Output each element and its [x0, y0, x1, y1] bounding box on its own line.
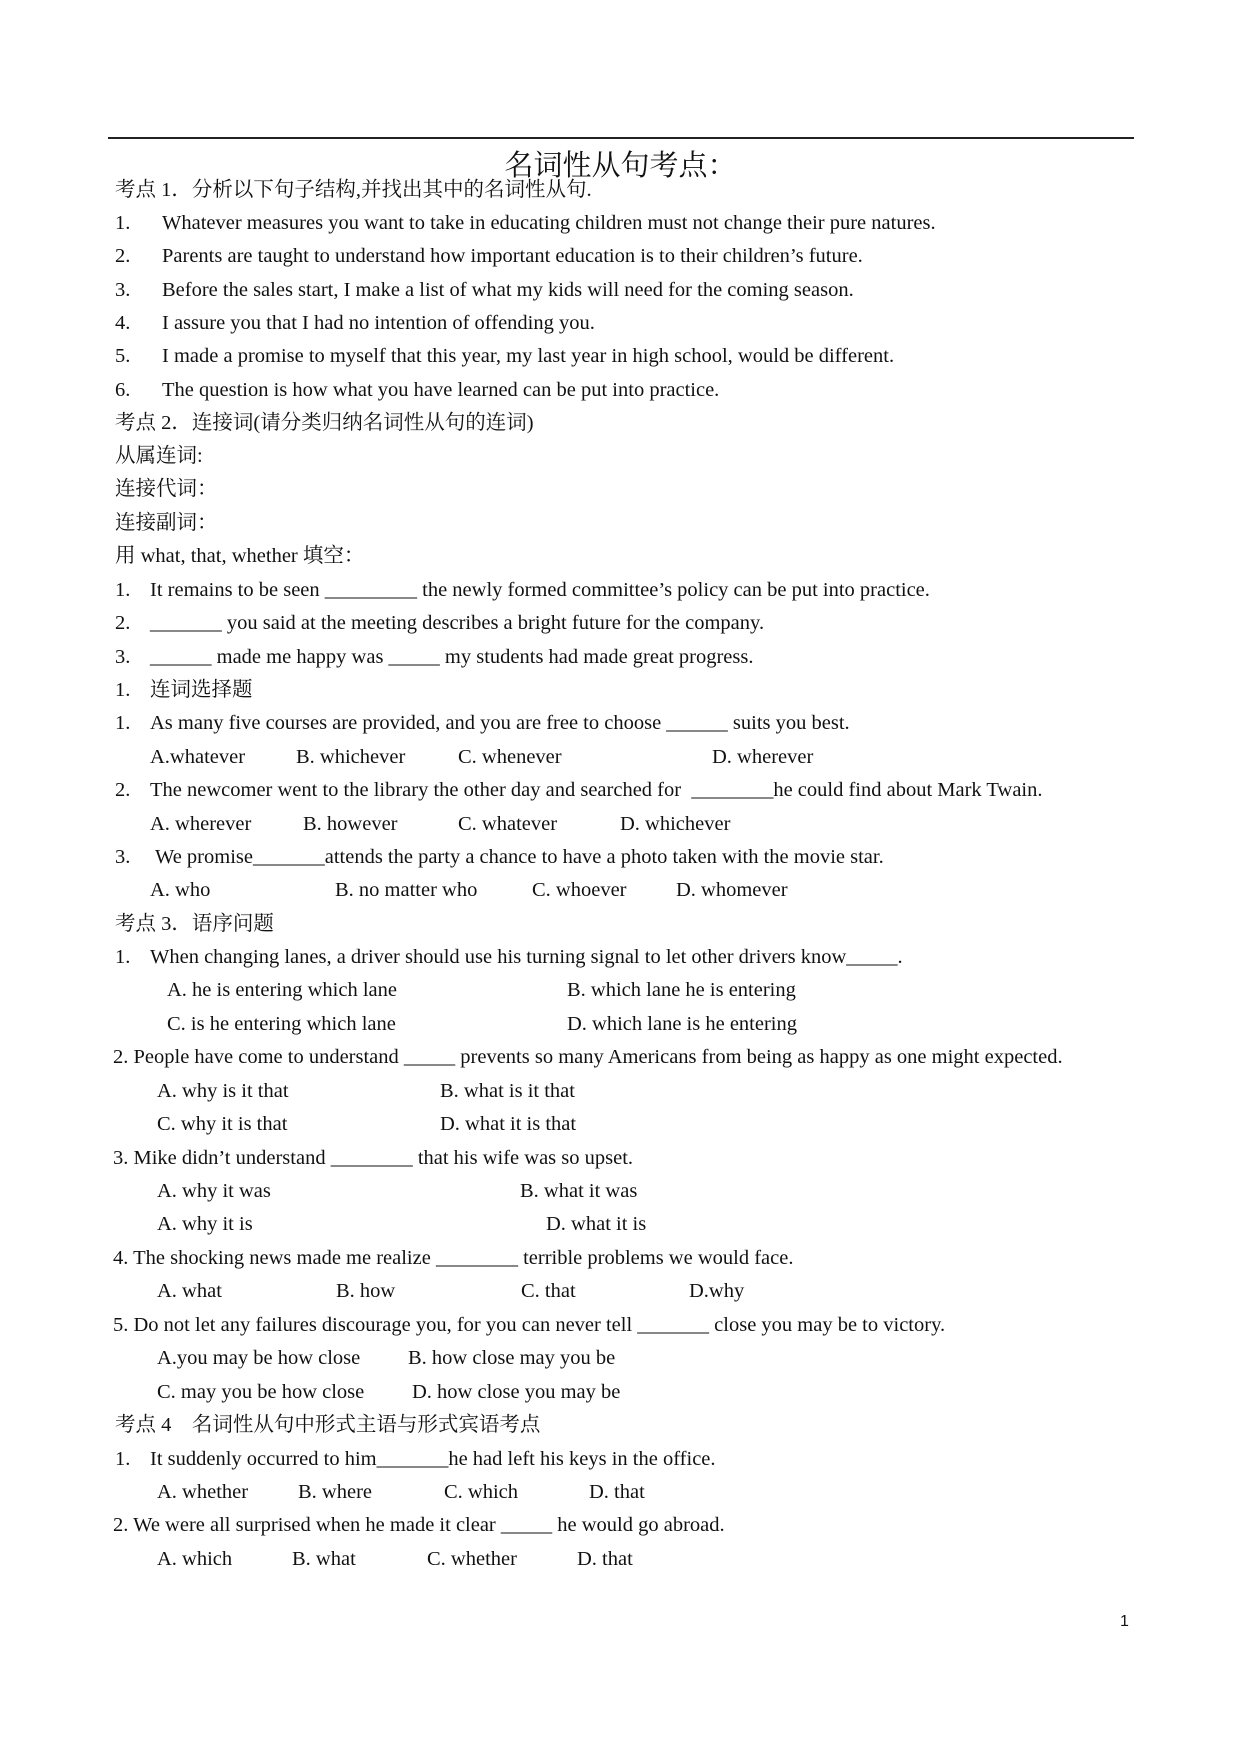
text-line: 用 what, that, whether 填空： [115, 545, 365, 567]
text-line: We promise_______attends the party a chance to have a photo taken with the movie star. [155, 846, 884, 868]
text-line: A. why it is [157, 1213, 253, 1235]
text-line: The newcomer went to the library the other day and searched for ________he could find about Mark Twain. [150, 779, 1043, 801]
text-line: D. wherever [712, 746, 814, 768]
text-line: 3. [115, 646, 131, 668]
text-line: ______ made me happy was _____ my students had made great progress. [150, 646, 754, 668]
text-line: 连接副词： [115, 512, 218, 534]
text-line: A. wherever [150, 813, 252, 835]
text-line: 6. [115, 379, 131, 401]
text-line: 考点 3．语序问题 [115, 913, 274, 935]
text-line: C. which [444, 1481, 519, 1503]
text-line: 连接代词： [115, 478, 218, 500]
text-line: 1. [115, 712, 131, 734]
text-line: B. no matter who [335, 879, 478, 901]
text-line: A.you may be how close [157, 1347, 361, 1369]
text-line: A. which [157, 1548, 233, 1570]
text-line: A. why is it that [157, 1080, 289, 1102]
text-line: 2. [115, 779, 131, 801]
text-line: C. whoever [532, 879, 627, 901]
text-line: D. that [589, 1481, 645, 1503]
text-line: B. what it was [520, 1180, 638, 1202]
text-line: C. that [521, 1280, 576, 1302]
text-line: As many five courses are provided, and you are free to choose ______ suits you best. [150, 712, 850, 734]
text-line: A. why it was [157, 1180, 271, 1202]
text-line: C. is he entering which lane [167, 1013, 396, 1035]
text-line: A. what [157, 1280, 222, 1302]
text-line: D.why [689, 1280, 745, 1302]
text-line: B. how [336, 1280, 396, 1302]
text-line: B. which lane he is entering [567, 979, 796, 1001]
text-line: 2. [115, 612, 131, 634]
text-line: B. what is it that [440, 1080, 575, 1102]
text-line: 5. Do not let any failures discourage you, for you can never tell _______ close you may be to victory. [113, 1314, 946, 1336]
text-line: D. how close you may be [412, 1381, 621, 1403]
text-line: B. where [298, 1481, 373, 1503]
text-line: C. whenever [458, 746, 562, 768]
text-line: 1. [115, 946, 131, 968]
text-line: 2. People have come to understand _____ prevents so many Americans from being as happy as one might expected. [113, 1046, 1063, 1068]
page-number: 1 [1120, 1613, 1129, 1630]
text-line: A. he is entering which lane [167, 979, 397, 1001]
text-line: 考点 4 名词性从句中形式主语与形式宾语考点 [115, 1414, 541, 1436]
text-line: 考点 1．分析以下句子结构,并找出其中的名词性从句. [115, 179, 592, 201]
top-rule [108, 137, 1134, 139]
text-line: Whatever measures you want to take in educating children must not change their pure natures. [162, 212, 936, 234]
text-line: I made a promise to myself that this year, my last year in high school, would be different. [162, 345, 895, 367]
text-line: When changing lanes, a driver should use his turning signal to let other drivers know_____. [150, 946, 903, 968]
text-line: 1. [115, 1448, 131, 1470]
text-line: D. which lane is he entering [567, 1013, 797, 1035]
text-line: 3. [115, 846, 131, 868]
text-line: I assure you that I had no intention of offending you. [162, 312, 595, 334]
text-line: 5. [115, 345, 131, 367]
text-line: 1. [115, 679, 131, 701]
page-title: 名词性从句考点： [504, 150, 737, 182]
text-line: B. what [292, 1548, 356, 1570]
text-line: A. who [150, 879, 211, 901]
text-line: C. whatever [458, 813, 558, 835]
text-line: Before the sales start, I make a list of what my kids will need for the coming season. [162, 279, 854, 301]
text-line: 4. [115, 312, 131, 334]
text-line: _______ you said at the meeting describes a bright future for the company. [150, 612, 765, 634]
text-line: B. whichever [296, 746, 406, 768]
text-line: Parents are taught to understand how important education is to their children’s future. [162, 245, 863, 267]
text-line: B. however [303, 813, 398, 835]
text-line: 1. [115, 579, 131, 601]
text-line: D. what it is [546, 1213, 647, 1235]
text-line: B. how close may you be [408, 1347, 616, 1369]
text-line: 4. The shocking news made me realize ________ terrible problems we would face. [113, 1247, 794, 1269]
text-line: 2. We were all surprised when he made it clear _____ he would go abroad. [113, 1514, 725, 1536]
text-line: A. whether [157, 1481, 249, 1503]
text-line: The question is how what you have learned can be put into practice. [162, 379, 720, 401]
text-line: 3. Mike didn’t understand ________ that his wife was so upset. [113, 1147, 634, 1169]
text-line: It suddenly occurred to him_______he had left his keys in the office. [150, 1448, 716, 1470]
text-line: 从属连词: [115, 445, 203, 467]
text-line: D. whichever [620, 813, 731, 835]
text-line: A.whatever [150, 746, 246, 768]
text-line: C. may you be how close [157, 1381, 365, 1403]
text-line: 连词选择题 [150, 679, 253, 701]
text-line: D. that [577, 1548, 633, 1570]
text-line: 3. [115, 279, 131, 301]
text-line: C. whether [427, 1548, 517, 1570]
text-line: 考点 2．连接词(请分类归纳名词性从句的连词) [115, 412, 534, 434]
text-line: 1. [115, 212, 131, 234]
text-line: 2. [115, 245, 131, 267]
text-line: D. whomever [676, 879, 788, 901]
text-line: It remains to be seen _________ the newly formed committee’s policy can be put into practice. [150, 579, 930, 601]
text-line: D. what it is that [440, 1113, 577, 1135]
text-line: C. why it is that [157, 1113, 288, 1135]
